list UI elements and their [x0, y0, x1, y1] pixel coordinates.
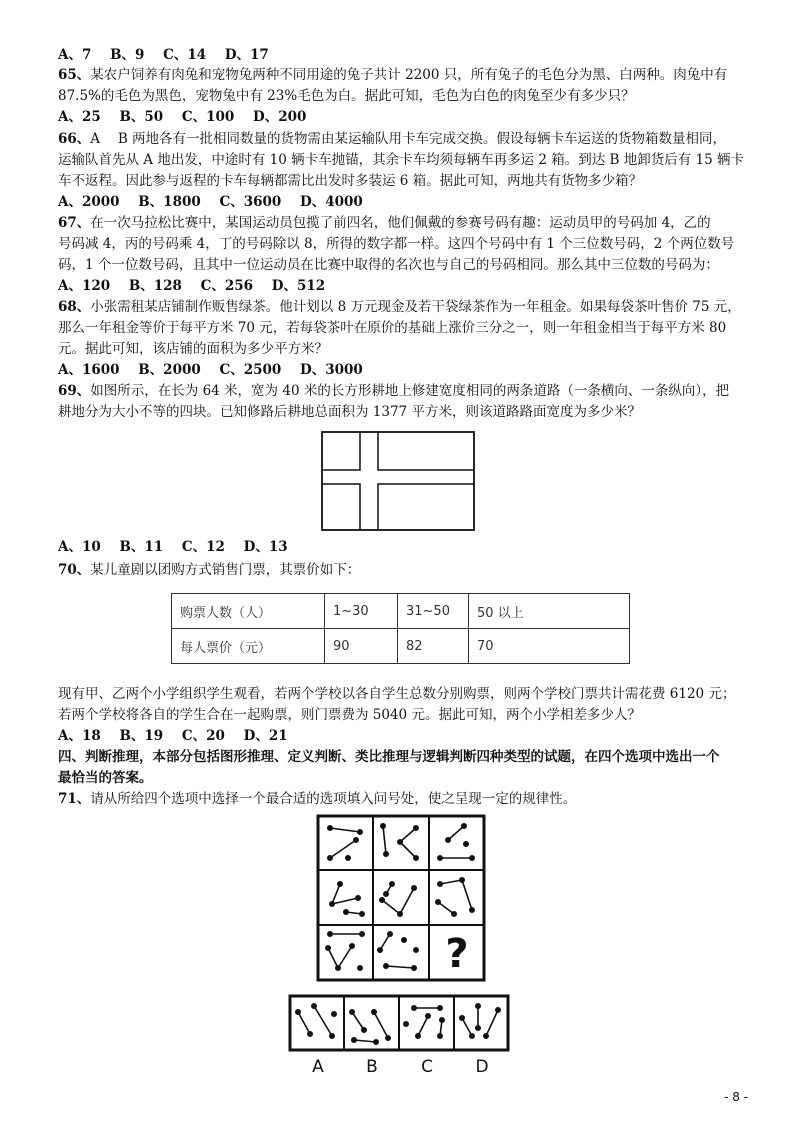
- option-label-a[interactable]: A: [312, 1057, 324, 1077]
- q64-option-c[interactable]: C、14: [163, 47, 207, 63]
- q66-option-d[interactable]: D、4000: [299, 194, 363, 210]
- option-label-b[interactable]: B: [366, 1057, 378, 1077]
- table-cell: 70: [469, 629, 630, 664]
- q69-option-c[interactable]: C、12: [181, 539, 225, 555]
- option-b-figure[interactable]: [350, 1010, 390, 1044]
- q70-intro: 某儿童剧以团购方式销售门票，其票价如下：: [90, 562, 361, 578]
- q67-line-3: 码，1 个一位数号码，且其中一位运动员在比赛中取得的名次也与自己的号码相同。那么其中三位数的号码为：: [58, 257, 719, 273]
- q65-text-1: 某农户饲养有肉兔和宠物兔两种不同用途的兔子共计 2200 只，所有兔子的毛色分为黑、白两种。肉兔中有: [90, 67, 728, 83]
- q70-option-b[interactable]: B、19: [119, 728, 164, 744]
- option-d-figure[interactable]: [460, 1004, 500, 1038]
- q70-option-d[interactable]: D、21: [243, 728, 288, 744]
- q65-line-2: 87.5%的毛色为黑色，宠物兔中有 23%毛色为白。据此可知，毛色为白色的肉兔至少有多少只？: [58, 88, 635, 104]
- table-cell: 90: [325, 629, 398, 664]
- q65-option-c[interactable]: C、100: [181, 109, 235, 125]
- q70-option-a[interactable]: A、18: [58, 728, 101, 744]
- puzzle-cell-5: [380, 882, 416, 916]
- q69-options: [58, 538, 748, 556]
- q67-text-1: 在一次马拉松比赛中，某国运动员包揽了前四名，他们佩戴的参赛号码有趣：运动员甲的号码加 4，乙的: [90, 215, 711, 231]
- option-label-c[interactable]: C: [421, 1057, 433, 1077]
- q64-option-a[interactable]: A、7: [58, 47, 92, 63]
- table-row: [172, 629, 630, 664]
- q69-line-1: [58, 382, 748, 400]
- option-a-figure[interactable]: [296, 1004, 336, 1038]
- q68-options: [58, 361, 748, 379]
- table-row: [172, 594, 630, 629]
- q68-option-a[interactable]: A、1600: [58, 362, 120, 378]
- q65-number: 65、: [58, 67, 91, 83]
- puzzle-cell-7: [326, 932, 364, 970]
- puzzle-cell-8: [378, 932, 418, 970]
- q65-line-1: [58, 66, 748, 84]
- q68-number: 68、: [58, 299, 91, 315]
- q68-option-b[interactable]: B、2000: [138, 362, 201, 378]
- option-c-figure[interactable]: [404, 1006, 444, 1038]
- table-cell: 82: [398, 629, 469, 664]
- puzzle-cell-1: [328, 826, 362, 860]
- q66-option-b[interactable]: B、1800: [138, 194, 201, 210]
- q69-line-2: 耕地分为大小不等的四块。已知修路后耕地总面积为 1377 平方米，则该道路路面宽度为多少米？: [58, 404, 641, 420]
- q70-line-3: 若两个学校将各自的学生合在一起购票，则门票费为 5040 元。据此可知，两个小学相差多少人？: [58, 707, 641, 723]
- q66-option-c[interactable]: C、3600: [219, 194, 282, 210]
- q67-line-1: [58, 214, 748, 232]
- q66-line-2: 运输队首先从 A 地出发，中途时有 10 辆卡车抛锚，其余卡车均须每辆车再多运 2 箱。到达 B 地卸货后有 15 辆卡: [58, 152, 745, 168]
- q67-number: 67、: [58, 215, 91, 231]
- q68-line-2: 那么一年租金等价于每平方米 70 元，若每袋茶叶在原价的基础上涨价三分之一，则一年租金相当于每平方米 80: [58, 320, 727, 336]
- puzzle-cell-4: [330, 882, 364, 916]
- q70-line-2: 现有甲、乙两个小学组织学生观看，若两个学校以各自学生总数分别购票，则两个学校门票共计需花费 6120 元；: [58, 686, 736, 702]
- q67-option-c[interactable]: C、256: [200, 278, 254, 294]
- q71-text: 请从所给四个选项中选择一个最合适的选项填入问号处，使之呈现一定的规律性。: [90, 791, 577, 807]
- road-edge-top-left: [322, 432, 360, 470]
- field-outline: [322, 432, 474, 530]
- q69-number: 69、: [58, 383, 91, 399]
- q68-option-d[interactable]: D、3000: [299, 362, 363, 378]
- page-number: - 8 -: [724, 1090, 748, 1104]
- q67-line-2: 号码减 4，丙的号码乘 4，丁的号码除以 8，所得的数字都一样。这四个号码中有 1 个三位数号码，2 个两位数号: [58, 236, 735, 252]
- q71-line-1: [58, 790, 748, 808]
- puzzle-cell-2: [381, 824, 418, 860]
- field-road-diagram: [320, 430, 478, 534]
- road-edge-top-right: [378, 432, 474, 470]
- section-4-heading-2: 最恰当的答案。: [58, 770, 153, 786]
- q68-text-1: 小张需租某店铺制作贩售绿茶。他计划以 8 万元现金及若干袋绿茶作为一年租金。如果每袋茶叶售价 75 元，: [90, 299, 741, 315]
- question-mark: ?: [445, 931, 469, 977]
- figure-puzzle-grid: [316, 814, 486, 982]
- q69-option-a[interactable]: A、10: [58, 539, 101, 555]
- q65-option-d[interactable]: D、200: [253, 109, 307, 125]
- q66-options: [58, 193, 748, 211]
- table-cell: 购票人数（人）: [172, 594, 325, 629]
- q68-line-1: [58, 298, 748, 316]
- q70-line-1: [58, 561, 748, 579]
- q68-line-3: 元。据此可知，该店铺的面积为多少平方米？: [58, 341, 328, 357]
- q69-option-d[interactable]: D、13: [243, 539, 288, 555]
- q66-line-1: [58, 130, 748, 148]
- section-4-heading-1: 四、判断推理，本部分包括图形推理、定义判断、类比推理与逻辑判断四种类型的试题，在四个选项中选出一个: [58, 749, 720, 765]
- q65-option-b[interactable]: B、50: [119, 109, 164, 125]
- q64-option-d[interactable]: D、17: [224, 47, 269, 63]
- q71-number: 71、: [58, 791, 91, 807]
- q64-option-b[interactable]: B、9: [110, 47, 145, 63]
- road-edge-bottom-right: [378, 484, 474, 530]
- q66-text-1: A B 两地各有一批相同数量的货物需由某运输队用卡车完成交换。假设每辆卡车运送的货物箱数量相同，: [90, 131, 727, 147]
- puzzle-cell-6: [436, 878, 474, 916]
- table-cell: 31~50: [398, 594, 469, 629]
- table-cell: 50 以上: [469, 594, 630, 629]
- q65-option-a[interactable]: A、25: [58, 109, 101, 125]
- q68-option-c[interactable]: C、2500: [219, 362, 282, 378]
- q69-option-b[interactable]: B、11: [119, 539, 164, 555]
- q66-option-a[interactable]: A、2000: [58, 194, 120, 210]
- q70-number: 70、: [58, 562, 91, 578]
- q66-line-3: 车不返程。因此参与返程的卡车每辆都需比出发时多装运 6 箱。据此可知，两地共有货物多少箱？: [58, 173, 643, 189]
- q69-text-1: 如图所示，在长为 64 米，宽为 40 米的长方形耕地上修建宽度相同的两条道路（一条横向、一条纵向），把: [90, 383, 730, 399]
- table-cell: 1~30: [325, 594, 398, 629]
- puzzle-cell-3: [438, 824, 474, 860]
- ticket-price-table: [171, 593, 630, 664]
- q70-options: [58, 727, 748, 745]
- q67-option-d[interactable]: D、512: [271, 278, 326, 294]
- q67-option-b[interactable]: B、128: [128, 278, 182, 294]
- q64-options: [58, 46, 748, 64]
- table-cell: 每人票价（元）: [172, 629, 325, 664]
- q67-options: [58, 277, 748, 295]
- q70-option-c[interactable]: C、20: [181, 728, 225, 744]
- answer-options-strip: [288, 994, 510, 1054]
- q67-option-a[interactable]: A、120: [58, 278, 111, 294]
- q65-options: [58, 108, 748, 126]
- q66-number: 66、: [58, 131, 91, 147]
- road-edge-bottom-left: [322, 484, 360, 530]
- option-labels: [288, 1054, 510, 1078]
- option-label-d[interactable]: D: [475, 1057, 489, 1077]
